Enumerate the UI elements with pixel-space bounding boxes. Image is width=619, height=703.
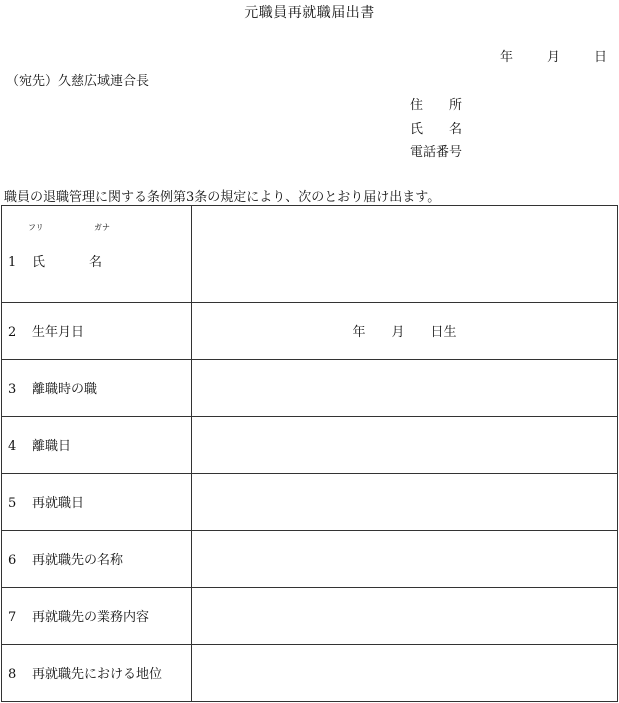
applicant-name-label: 氏 名 [410,122,463,137]
row-label-text: 生年月日 [32,325,85,341]
employer-business-cell[interactable] [192,587,618,644]
name-value-cell[interactable] [192,206,618,303]
table-row [2,206,618,303]
row-number: 6 [8,553,17,569]
furigana-label: ガナ [94,223,110,232]
row-label [2,416,192,473]
notification-form-table [1,205,618,702]
applicant-phone-label: 電話番号 [410,145,463,160]
submission-date [500,46,607,65]
reemployment-date-cell[interactable] [192,473,618,530]
row-label [2,359,192,416]
table-row [2,530,618,587]
row-label-text: 再就職日 [32,496,85,512]
row-label-text: 再就職先の名称 [32,553,124,569]
row-number: 7 [8,610,17,626]
row-label [2,644,192,701]
row-label [2,206,192,303]
table-row [2,473,618,530]
table-row [2,644,618,701]
row-number: 2 [8,325,17,341]
row-label [2,587,192,644]
table-row [2,302,618,359]
row-number: 3 [8,382,17,398]
position-at-retirement-cell[interactable] [192,359,618,416]
intro-statement: 職員の退職管理に関する条例第3条の規定により、次のとおり届け出ます。 [4,190,441,205]
birthdate-value-cell[interactable]: 年 月 日生 [192,302,618,359]
document-title: 元職員再就職届出書 [244,5,375,21]
date-month-label: 月 [547,50,561,65]
row-label [2,473,192,530]
row-number: 5 [8,496,17,512]
applicant-address-label: 住 所 [410,98,463,113]
row-label-text: 再就職先の業務内容 [32,610,150,626]
date-day-label: 日 [594,50,608,65]
furigana-label: フリ [28,223,44,232]
row-number: 1 [8,255,17,271]
employer-name-cell[interactable] [192,530,618,587]
row-label [2,530,192,587]
row-number: 8 [8,667,17,683]
position-at-employer-cell[interactable] [192,644,618,701]
row-label-text: 離職時の職 [32,382,98,398]
table-row [2,587,618,644]
addressee: （宛先）久慈広域連合長 [6,74,150,89]
table-row [2,416,618,473]
date-year-label: 年 [500,50,514,65]
row-label [2,302,192,359]
name-label-second: 名 [89,255,103,271]
name-label-first: 氏 [32,255,46,271]
row-label-text: 離職日 [32,439,72,455]
retirement-date-cell[interactable] [192,416,618,473]
row-label-text: 再就職先における地位 [32,667,163,683]
row-number: 4 [8,439,17,455]
table-row [2,359,618,416]
